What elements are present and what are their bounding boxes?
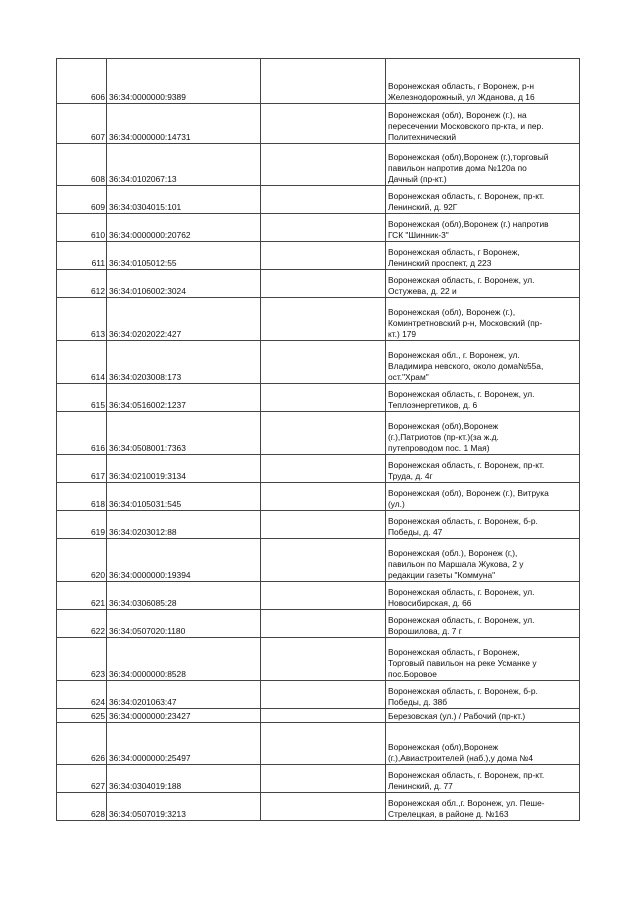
table-row: [57, 765, 580, 793]
address-cell: Воронежская (обл), Воронеж (г.), Коминтретновский р-н, Московский (пр- кт.) 179: [386, 298, 580, 341]
cadastral-number: 36:34:0203012:88: [107, 511, 261, 539]
document-sheet: [56, 58, 579, 821]
row-number: 626: [57, 723, 107, 765]
row-number: 615: [57, 384, 107, 412]
table-row: [57, 638, 580, 681]
row-number: 614: [57, 341, 107, 384]
table-row: [57, 483, 580, 511]
address-cell: Воронежская (обл), Воронеж (г.), на пересечении Московского пр-кта, и пер. Политехнический: [386, 104, 580, 144]
row-number: 619: [57, 511, 107, 539]
row-number: 609: [57, 186, 107, 214]
row-number: 612: [57, 270, 107, 298]
address-cell: Воронежская (обл.), Воронеж (г,), павильон по Маршала Жукова, 2 у редакции газеты "Коммуна": [386, 539, 580, 582]
cadastral-number: 36:34:0507020:1180: [107, 610, 261, 638]
cadastral-number: 36:34:0306085:28: [107, 582, 261, 610]
row-number: 621: [57, 582, 107, 610]
address-cell: Воронежская область, г. Воронеж, б-р. Победы, д. 47: [386, 511, 580, 539]
empty-cell: [261, 341, 386, 384]
address-cell: Воронежская область, г. Воронеж, пр-кт. Труда, д. 4г: [386, 455, 580, 483]
table-row: [57, 186, 580, 214]
empty-cell: [261, 298, 386, 341]
address-cell: Воронежская область, г. Воронеж, пр-кт. Ленинский, д. 92Г: [386, 186, 580, 214]
table-row: [57, 412, 580, 455]
table-row: [57, 384, 580, 412]
row-number: 613: [57, 298, 107, 341]
empty-cell: [261, 610, 386, 638]
row-number: 611: [57, 242, 107, 270]
cadastral-number: 36:34:0201063:47: [107, 681, 261, 709]
empty-cell: [261, 186, 386, 214]
row-number: 625: [57, 709, 107, 723]
address-cell: Воронежская область, г Воронеж, Ленинский проспект, д 223: [386, 242, 580, 270]
empty-cell: [261, 483, 386, 511]
row-number: 610: [57, 214, 107, 242]
address-cell: Воронежская область, г. Воронеж, ул. Остужева, д. 22 и: [386, 270, 580, 298]
cadastral-number: 36:34:0000000:23427: [107, 709, 261, 723]
address-cell: Воронежская (обл),Воронеж (г.),торговый павильон напротив дома №120а по Дачный (пр-кт.): [386, 144, 580, 186]
empty-cell: [261, 765, 386, 793]
cadastral-number: 36:34:0105012:55: [107, 242, 261, 270]
row-number: 607: [57, 104, 107, 144]
empty-cell: [261, 242, 386, 270]
address-cell: Воронежская (обл),Воронеж (г.),Патриотов (пр-кт.)(за ж.д. путепроводом пос. 1 Мая): [386, 412, 580, 455]
cadastral-number: 36:34:0210019:3134: [107, 455, 261, 483]
table-row: [57, 270, 580, 298]
address-cell: Воронежская обл., г. Воронеж, ул. Владимира невского, около дома№55а, ост."Храм": [386, 341, 580, 384]
table-row: [57, 455, 580, 483]
row-number: 618: [57, 483, 107, 511]
row-number: 606: [57, 59, 107, 104]
table-row: [57, 610, 580, 638]
empty-cell: [261, 723, 386, 765]
address-cell: Воронежская (обл), Воронеж (г.), Витрука (ул.): [386, 483, 580, 511]
row-number: 608: [57, 144, 107, 186]
row-number: 622: [57, 610, 107, 638]
table-row: [57, 59, 580, 104]
table-row: [57, 242, 580, 270]
empty-cell: [261, 214, 386, 242]
empty-cell: [261, 709, 386, 723]
address-cell: Воронежская обл.,г. Воронеж, ул. Пеше- Стрелецкая, в районе д. №163: [386, 793, 580, 821]
cadastral-number: 36:34:0508001:7363: [107, 412, 261, 455]
registry-table: [56, 58, 580, 821]
address-cell: Воронежская область, г Воронеж, р-н Железнодорожный, ул Жданова, д 16: [386, 59, 580, 104]
cadastral-number: 36:34:0202022:427: [107, 298, 261, 341]
cadastral-number: 36:34:0000000:14731: [107, 104, 261, 144]
table-row: [57, 511, 580, 539]
table-row: [57, 539, 580, 582]
empty-cell: [261, 270, 386, 298]
cadastral-number: 36:34:0000000:20762: [107, 214, 261, 242]
cadastral-number: 36:34:0106002:3024: [107, 270, 261, 298]
cadastral-number: 36:34:0203008:173: [107, 341, 261, 384]
row-number: 623: [57, 638, 107, 681]
row-number: 620: [57, 539, 107, 582]
row-number: 628: [57, 793, 107, 821]
address-cell: Воронежская (обл),Воронеж (г.),Авиастроителей (наб.),у дома №4: [386, 723, 580, 765]
table-row: [57, 793, 580, 821]
empty-cell: [261, 582, 386, 610]
cadastral-number: 36:34:0507019:3213: [107, 793, 261, 821]
table-row: [57, 144, 580, 186]
row-number: 616: [57, 412, 107, 455]
table-row: [57, 709, 580, 723]
address-cell: Воронежская область, г. Воронеж, ул. Ворошилова, д. 7 г: [386, 610, 580, 638]
empty-cell: [261, 384, 386, 412]
cadastral-number: 36:34:0000000:25497: [107, 723, 261, 765]
table-row: [57, 104, 580, 144]
cadastral-number: 36:34:0102067:13: [107, 144, 261, 186]
address-cell: Березовская (ул.) / Рабочий (пр-кт.): [386, 709, 580, 723]
row-number: 627: [57, 765, 107, 793]
table-row: [57, 298, 580, 341]
table-row: [57, 341, 580, 384]
address-cell: Воронежская область, г Воронеж, Торговый павильон на реке Усманке у пос.Боровое: [386, 638, 580, 681]
address-cell: Воронежская область, г. Воронеж, ул. Новосибирская, д. 66: [386, 582, 580, 610]
cadastral-number: 36:34:0304015:101: [107, 186, 261, 214]
address-cell: Воронежская область, г. Воронеж, ул. Теплоэнергетиков, д. 6: [386, 384, 580, 412]
empty-cell: [261, 455, 386, 483]
cadastral-number: 36:34:0000000:8528: [107, 638, 261, 681]
address-cell: Воронежская область, г. Воронеж, пр-кт. Ленинский, д. 77: [386, 765, 580, 793]
empty-cell: [261, 104, 386, 144]
table-row: [57, 681, 580, 709]
address-cell: Воронежская область, г. Воронеж, б-р. Победы, д. 38б: [386, 681, 580, 709]
empty-cell: [261, 793, 386, 821]
empty-cell: [261, 539, 386, 582]
row-number: 617: [57, 455, 107, 483]
cadastral-number: 36:34:0000000:19394: [107, 539, 261, 582]
empty-cell: [261, 59, 386, 104]
table-row: [57, 582, 580, 610]
cadastral-number: 36:34:0304019:188: [107, 765, 261, 793]
registry-table-body: [57, 59, 580, 821]
empty-cell: [261, 144, 386, 186]
cadastral-number: 36:34:0105031:545: [107, 483, 261, 511]
cadastral-number: 36:34:0516002:1237: [107, 384, 261, 412]
cadastral-number: 36:34:0000000:9389: [107, 59, 261, 104]
row-number: 624: [57, 681, 107, 709]
empty-cell: [261, 638, 386, 681]
address-cell: Воронежская (обл),Воронеж (г.) напротив ГСК "Шинник-3": [386, 214, 580, 242]
table-row: [57, 723, 580, 765]
empty-cell: [261, 412, 386, 455]
table-row: [57, 214, 580, 242]
empty-cell: [261, 681, 386, 709]
empty-cell: [261, 511, 386, 539]
